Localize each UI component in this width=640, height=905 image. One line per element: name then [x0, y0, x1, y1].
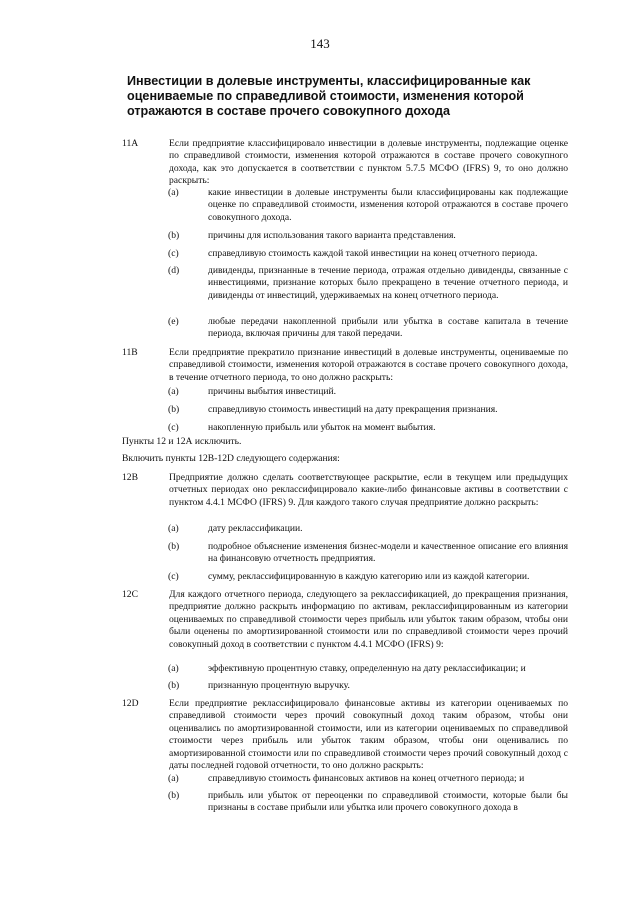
item-text: сумму, реклассифицированную в каждую категорию или из каждой категории.	[208, 571, 530, 582]
item-letter: (b)	[168, 541, 180, 552]
item-text: дату реклассификации.	[208, 523, 303, 534]
item-text: справедливую стоимость каждой такой инвестиции на конец отчетного периода.	[208, 248, 538, 259]
note-exclude: Пункты 12 и 12А исключить.	[122, 436, 242, 447]
list-item	[168, 790, 568, 815]
list-item	[168, 316, 568, 341]
item-text: любые передачи накопленной прибыли или убытка в составе капитала в течение периода, включая причины для такой передачи.	[208, 316, 568, 340]
section-heading: Инвестиции в долевые инструменты, классифицированные как оцениваемые по справедливой стоимости, изменения которой отражаются в составе прочего совокупного дохода	[127, 74, 531, 118]
paragraph-11b	[122, 347, 568, 384]
item-text: прибыль или убыток от переоценки по справедливой стоимости, которые были бы признаны в составе прибыли или убытка или прочего совокупного дохода в	[208, 790, 568, 814]
paragraph-text: Для каждого отчетного периода, следующего за реклассификацией, до прекращения признания, предприятие должно раскрыть информацию по активам, реклассифицированным из категории оцениваемых по справедливой стоимости через прибыль или убыток таким образом, чтобы они были оценены по амортизированной стоимости или по справедливой стоимости через прочий совокупный доход в соответствии с пунктом 4.4.1 МСФО (IFRS) 9:	[169, 589, 568, 650]
item-letter: (d)	[168, 265, 180, 276]
item-text: причины выбытия инвестиций.	[208, 386, 337, 397]
list-item	[168, 187, 568, 224]
paragraph-number: 12D	[122, 698, 139, 709]
item-letter: (a)	[168, 773, 179, 784]
item-letter: (b)	[168, 790, 180, 801]
item-text: какие инвестиции в долевые инструменты были классифицированы как подлежащие оценке по справедливой стоимости, изменения которой отражаются в составе прочего совокупного дохода.	[208, 187, 568, 223]
list-item	[168, 523, 568, 535]
paragraph-text: Если предприятие прекратило признание инвестиций в долевые инструменты, оцениваемые по справедливой стоимости, изменения которой отражаются в составе прочего совокупного дохода, в течение отчетного периода, то оно должно раскрыть:	[169, 347, 568, 383]
list-item	[168, 422, 568, 434]
paragraph-12d	[122, 698, 568, 772]
list-item	[168, 773, 568, 785]
paragraph-12c	[122, 589, 568, 651]
item-text: эффективную процентную ставку, определенную на дату реклассификации; и	[208, 663, 526, 674]
item-letter: (c)	[168, 248, 179, 259]
paragraph-text: Предприятие должно сделать соответствующее раскрытие, если в текущем или предыдущих отчетных периодах оно реклассифицировало какие-либо финансовые активы в соответствии с пунктом 4.4.1 МСФО (IFRS) 9. Для каждого такого случая предприятие должно раскрыть:	[169, 472, 568, 508]
item-letter: (e)	[168, 316, 179, 327]
list-item	[168, 404, 568, 416]
paragraph-number: 12C	[122, 589, 138, 600]
item-text: справедливую стоимость инвестиций на дату прекращения признания.	[208, 404, 498, 415]
item-text: признанную процентную выручку.	[208, 680, 350, 691]
list-item	[168, 663, 568, 675]
item-letter: (c)	[168, 571, 179, 582]
paragraph-number: 11B	[122, 347, 138, 358]
list-item	[168, 230, 568, 242]
list-item	[168, 680, 568, 692]
item-letter: (b)	[168, 680, 180, 691]
list-item	[168, 541, 568, 566]
item-letter: (b)	[168, 404, 180, 415]
list-item	[168, 265, 568, 302]
list-item	[168, 248, 568, 260]
paragraph-text: Если предприятие реклассифицировало финансовые активы из категории оцениваемых по справедливой стоимости через прочий совокупный доход таким образом, чтобы они оценивались по амортизированной стоимости, или из категории оцениваемых по справедливой стоимости через прибыль или убыток таким образом, чтобы они оценивались по амортизированной стоимости или по справедливой стоимости через прочий совокупный доход с даты последней годовой отчетности, то оно должно раскрыть:	[169, 698, 568, 772]
item-text: накопленную прибыль или убыток на момент выбытия.	[208, 422, 436, 433]
paragraph-11a	[122, 138, 568, 188]
item-letter: (a)	[168, 386, 179, 397]
item-letter: (a)	[168, 663, 179, 674]
item-letter: (c)	[168, 422, 179, 433]
item-letter: (b)	[168, 230, 180, 241]
list-item	[168, 571, 568, 583]
list-item	[168, 386, 568, 398]
paragraph-text: Если предприятие классифицировало инвестиции в долевые инструменты, подлежащие оценке по справедливой стоимости, изменения которой отражаются в составе прочего совокупного дохода, как это допускается в соответствии с пунктом 5.7.5 МСФО (IFRS) 9, то оно должно раскрыть:	[169, 138, 568, 187]
item-text: причины для использования такого варианта представления.	[208, 230, 456, 241]
paragraph-number: 11A	[122, 138, 139, 149]
item-text: справедливую стоимость финансовых активов на конец отчетного периода; и	[208, 773, 525, 784]
paragraph-12b	[122, 472, 568, 509]
item-letter: (a)	[168, 523, 179, 534]
item-text: подробное объяснение изменения бизнес-модели и качественное описание его влияния на финансовую отчетность предприятия.	[208, 541, 568, 565]
note-include: Включить пункты 12В-12D следующего содержания:	[122, 453, 340, 464]
item-text: дивиденды, признанные в течение периода, отражая отдельно дивиденды, связанные с инвестициями, признание которых было прекращено в течение отчетного периода, и дивиденды от инвестиций, удерживаемых на конец отчетного периода.	[208, 265, 568, 301]
item-letter: (a)	[168, 187, 179, 198]
page-number: 143	[310, 36, 330, 51]
paragraph-number: 12B	[122, 472, 138, 483]
